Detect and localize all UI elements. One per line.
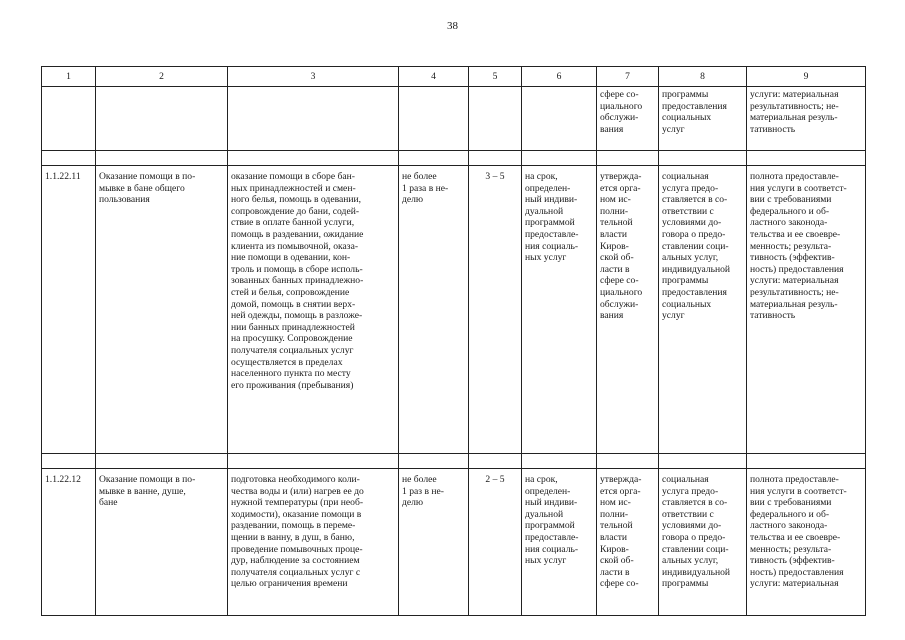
column-header: 9 [747, 67, 866, 87]
table-cell: сфере со- циального обслужи- вания [597, 87, 659, 151]
service-content: оказание помощи в сборе бан- ных принадлежностей и смен- ного белья, помощь в одевании, сопровождение до бани, содей- ствие в оплате банной услуги, помощь в раздевании, ожидание клиента из помывочной, оказа- ние помощи в одевании, кон- троль и помощь в сборе исполь- зованных банных принадлежно- стей и белья, сопровождение домой, помощь в снятии верх- ней одежды, помощь в разложе- нии банных принадлежностей на просушку. Сопровождение получателя социальных услуг осуществляется в пределах населенного пункта по месту его проживания (пребывания) [228, 166, 399, 454]
row-separator [42, 151, 866, 166]
table-cell [469, 87, 522, 151]
service-frequency: не более 1 раз в не- делю [399, 469, 469, 616]
service-term: на срок, определен- ный индиви- дуальной программой предоставле- ния социаль- ных услуг [522, 469, 597, 616]
service-approval: утвержда- ется орга- ном ис- полни- тельной власти Киров- ской об- ласти в сфере со- [597, 469, 659, 616]
service-name: Оказание помощи в по- мывке в ванне, душе, бане [96, 469, 228, 616]
service-indicators: полнота предоставле- ния услуги в соответст- вии с требованиями федерального и об- ластного законода- тельства и ее своевре- менность; результа- тивность (эффектив- ность) предоставления услуги: материальная [747, 469, 866, 616]
column-header: 4 [399, 67, 469, 87]
service-code: 1.1.22.11 [42, 166, 96, 454]
column-header: 5 [469, 67, 522, 87]
service-indicators: полнота предоставле- ния услуги в соответст- вии с требованиями федерального и об- ластного законода- тельства и ее своевре- менность; результа- тивность (эффектив- ность) предоставления услуги: материальная результативность; не- материальная резуль- тативность [747, 166, 866, 454]
table-cell [522, 87, 597, 151]
column-header: 8 [659, 67, 747, 87]
service-code: 1.1.22.12 [42, 469, 96, 616]
table-cell [96, 87, 228, 151]
table-row [42, 469, 866, 616]
column-header: 2 [96, 67, 228, 87]
table-cell [399, 87, 469, 151]
service-duration: 2 – 5 [469, 469, 522, 616]
page-number: 38 [447, 20, 458, 32]
service-content: подготовка необходимого коли- чества воды и (или) нагрев ее до нужной температуры (при необ- ходимости), оказание помощи в раздевании, помощь в переме- щении в ванну, в душ, в баню, проведение помывочных проце- дур, наблюдение за состоянием получателя социальных услуг с целью ограничения времени [228, 469, 399, 616]
row-separator [42, 454, 866, 469]
column-header: 7 [597, 67, 659, 87]
service-term: на срок, определен- ный индиви- дуальной программой предоставле- ния социаль- ных услуг [522, 166, 597, 454]
column-number-header-row [42, 67, 866, 87]
services-table [41, 66, 866, 616]
column-header: 1 [42, 67, 96, 87]
table-cell [228, 87, 399, 151]
table-cell: услуги: материальная результативность; не- материальная резуль- тативность [747, 87, 866, 151]
column-header: 6 [522, 67, 597, 87]
table-cell: программы предоставления социальных услуг [659, 87, 747, 151]
table-cell [42, 87, 96, 151]
service-conditions: социальная услуга предо- ставляется в со- ответствии с условиями до- говора о предо- ставлении соци- альных услуг, индивидуальной программы [659, 469, 747, 616]
service-duration: 3 – 5 [469, 166, 522, 454]
table-row [42, 166, 866, 454]
service-frequency: не более 1 раза в не- делю [399, 166, 469, 454]
column-header: 3 [228, 67, 399, 87]
service-approval: утвержда- ется орга- ном ис- полни- тельной власти Киров- ской об- ласти в сфере со- циального обслужи- вания [597, 166, 659, 454]
continuation-row [42, 87, 866, 151]
service-conditions: социальная услуга предо- ставляется в со- ответствии с условиями до- говора о предо- ставлении соци- альных услуг, индивидуальной программы предоставления социальных услуг [659, 166, 747, 454]
service-name: Оказание помощи в по- мывке в бане общего пользования [96, 166, 228, 454]
